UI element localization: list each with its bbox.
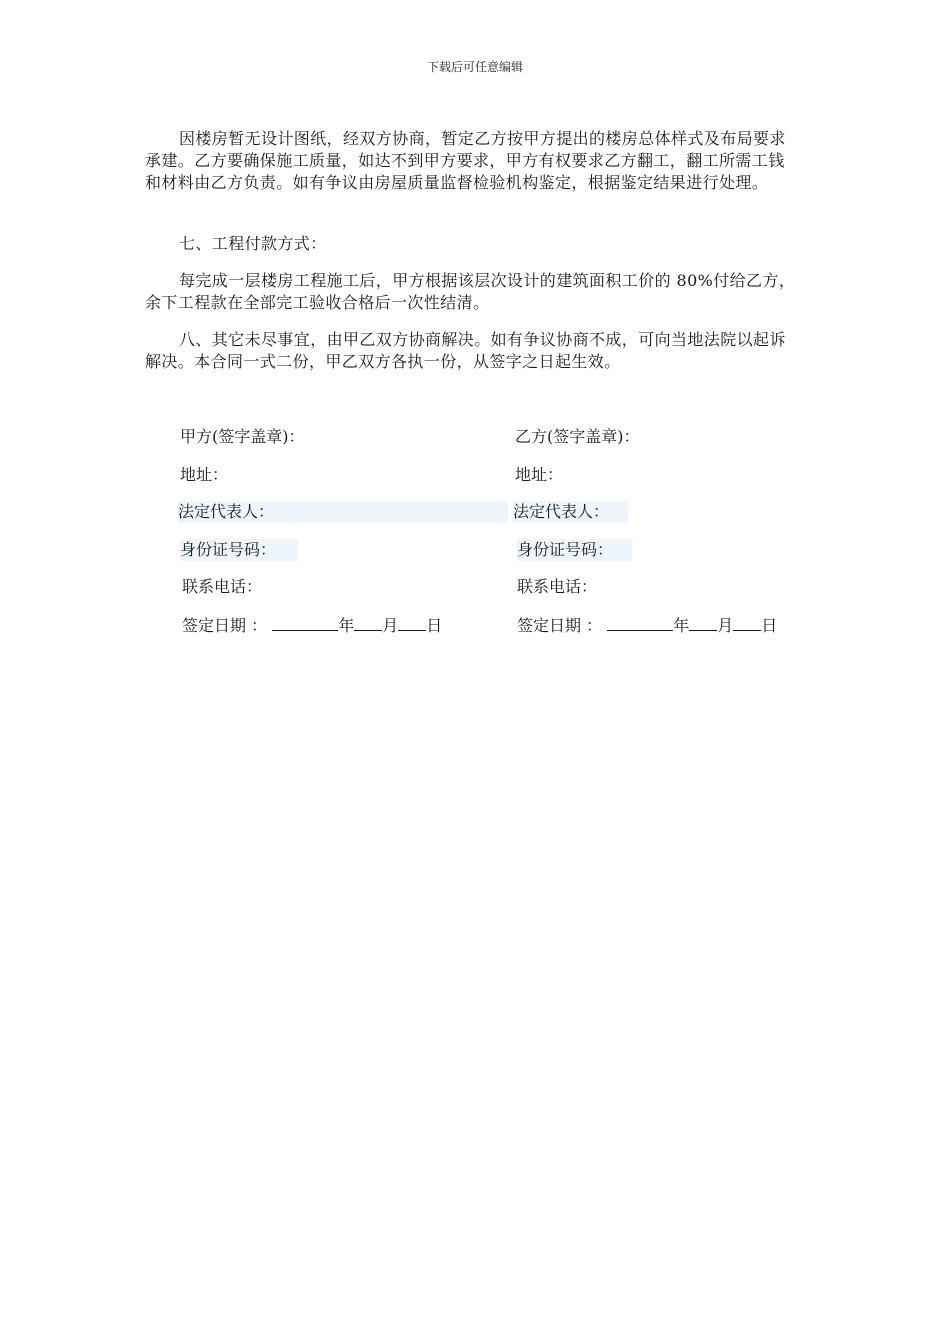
party-b-day-blank [733, 614, 761, 631]
clause-paragraph-construction-quality: 因楼房暂无设计图纸，经双方协商，暂定乙方按甲方提出的楼房总体样式及布局要求承建。乙方要确保施工质量，如达不到甲方要求，甲方有权要求乙方翻工，翻工所需工钱和材料由乙方负责。如有争议由房屋质量监督检验机构鉴定，根据鉴定结果进行处理。 [145, 129, 786, 192]
party-b-id-number-label: 身份证号码： [517, 540, 614, 559]
clause-heading-payment-method: 七、工程付款方式： [179, 234, 327, 253]
party-a-phone-label: 联系电话： [182, 577, 263, 596]
party-a-day-label: 日 [426, 616, 443, 635]
party-b-month-blank [689, 614, 717, 631]
party-b-month-label: 月 [717, 616, 734, 635]
party-a-id-number-field [180, 539, 298, 561]
party-a-year-label: 年 [338, 616, 355, 635]
page-header: 下载后可任意编辑 [426, 60, 523, 74]
party-a-id-number-label: 身份证号码： [180, 540, 277, 559]
party-a-date-label: 签定日期 ： [182, 616, 268, 635]
party-a-month-blank [354, 614, 382, 631]
party-a-day-blank [398, 614, 426, 631]
party-b-day-label: 日 [761, 616, 778, 635]
party-a-title: 甲方(签字盖章)： [180, 427, 305, 446]
party-b-title: 乙方(签字盖章)： [515, 427, 640, 446]
party-b-address-label: 地址： [515, 465, 564, 484]
party-b-id-number-field [517, 539, 632, 561]
party-b-legal-rep-label: 法定代表人： [513, 502, 610, 521]
party-a-legal-rep-label: 法定代表人： [178, 502, 275, 521]
clause-paragraph-other-matters: 八、其它未尽事宜，由甲乙双方协商解决。如有争议协商不成，可向当地法院以起诉解决。本合同一式二份，甲乙双方各执一份，从签字之日起生效。 [145, 330, 786, 371]
party-b-year-blank [607, 614, 673, 631]
party-a-sign-date [182, 614, 442, 637]
party-b-phone-label: 联系电话： [517, 577, 598, 596]
party-b-year-label: 年 [673, 616, 690, 635]
party-a-year-blank [272, 614, 338, 631]
party-a-address-label: 地址： [180, 465, 229, 484]
party-b-sign-date [517, 614, 777, 637]
party-a-legal-rep-field [178, 501, 508, 523]
party-a-month-label: 月 [382, 616, 399, 635]
party-b-legal-rep-field [513, 501, 628, 523]
party-b-date-label: 签定日期 ： [517, 616, 603, 635]
clause-paragraph-payment-terms: 每完成一层楼房工程施工后，甲方根据该层次设计的建筑面积工价的 80%付给乙方，余下工程款在全部完工验收合格后一次性结清。 [145, 271, 796, 312]
